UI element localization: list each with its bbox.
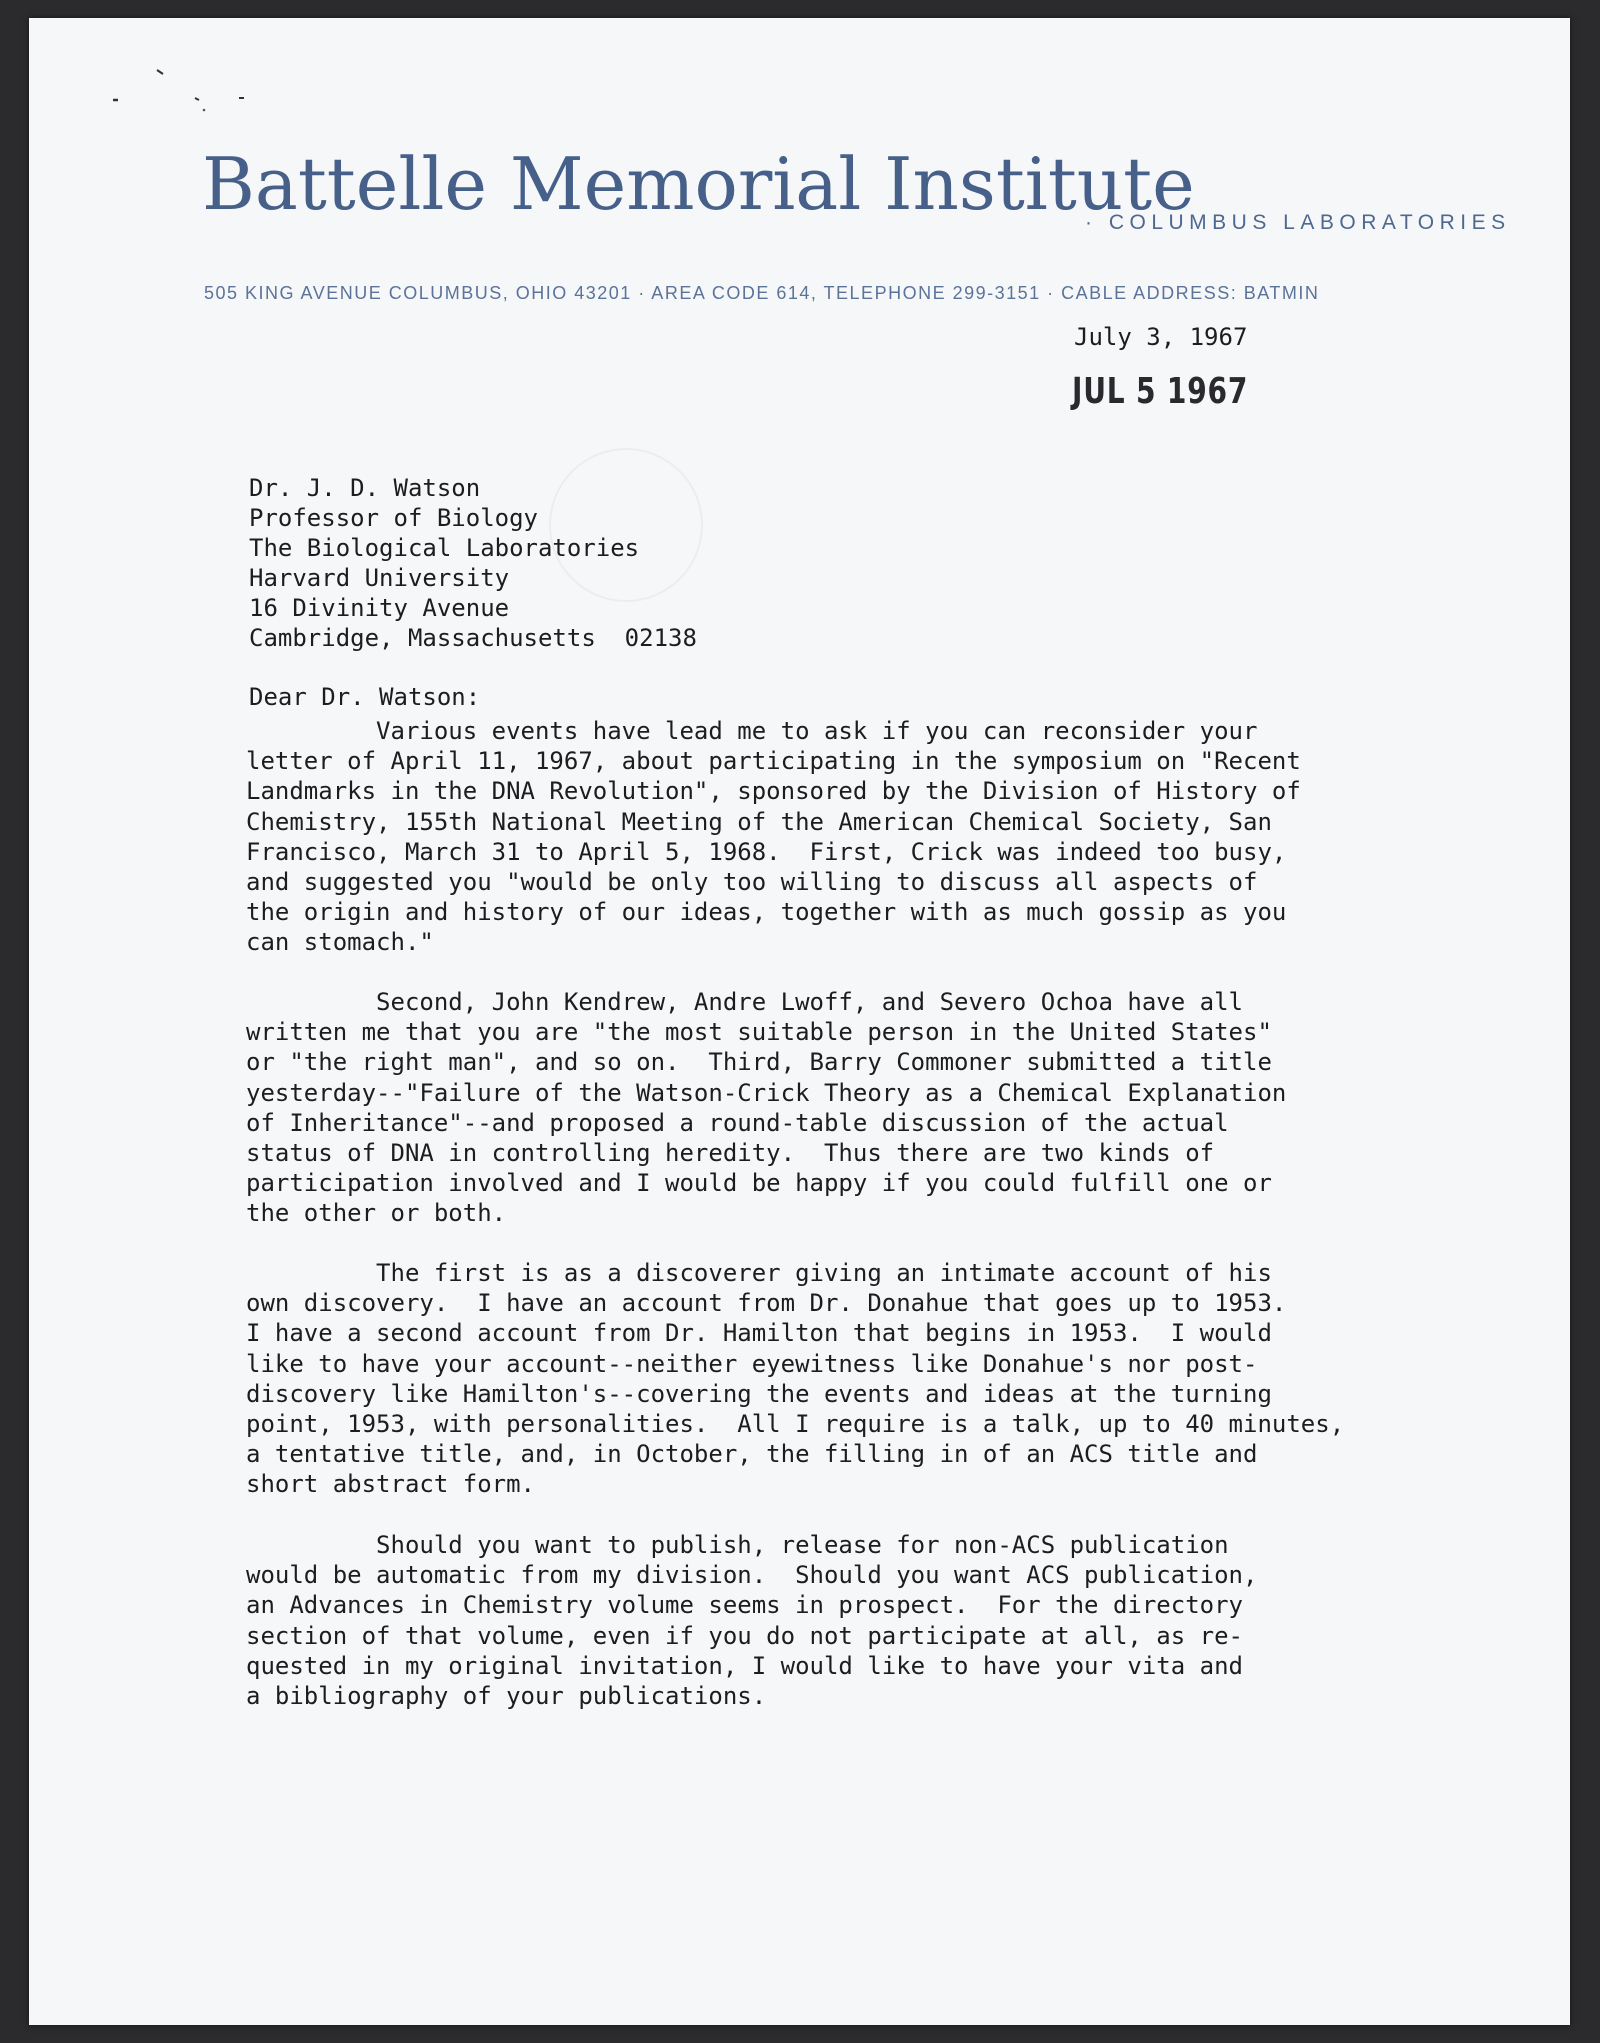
letterhead-address: 505 KING AVENUE COLUMBUS, OHIO 43201 · AREA CODE 614, TELEPHONE 299-3151 · CABLE ADDRESS: BATMIN [204,283,1320,303]
letterhead-division: · COLUMBUS LABORATORIES [1085,211,1511,234]
letter-page [29,18,1570,2025]
recipient-line: Professor of Biology [249,504,538,532]
body-paragraph-4: Should you want to publish, release for non-ACS publication would be automatic from my division. Should you want ACS publication, an Advances in Chemistry volume seems in prospect. For the directory section of that volume, even if you do not participate at all, as re- quested in my original invitation, I would like to have your vita and a bibliography of your publications. [246,1531,1258,1711]
recipient-line: Harvard University [249,564,510,592]
recipient-line: The Biological Laboratories [249,534,640,562]
recipient-line: 16 Divinity Avenue [249,594,510,622]
salutation: Dear Dr. Watson: [249,683,481,711]
recipient-address [249,473,697,653]
body-paragraph-3: The first is as a discoverer giving an intimate account of his own discovery. I have an account from Dr. Donahue that goes up to 1953. I have a second account from Dr. Hamilton that begins in 1953. I would like to have your account--neither eyewitness like Donahue's nor post- discovery like Hamilton's--covering the events and ideas at the turning point, 1953, with personalities. All I require is a talk, up to 40 minutes, a tentative title, and, in October, the filling in of an ACS title and short abstract form. [246,1259,1345,1499]
recipient-line: Cambridge, Massachusetts 02138 [249,624,697,652]
body-paragraph-1: Various events have lead me to ask if you can reconsider your letter of April 11, 1967, about participating in the symposium on "Recent Landmarks in the DNA Revolution", sponsored by the Division of History of Chemistry, 155th National Meeting of the American Chemical Society, San Francisco, March 31 to April 5, 1968. First, Crick was indeed too busy, and suggested you "would be only too willing to discuss all aspects of the origin and history of our ideas, together with as much gossip as you can stomach." [246,717,1301,957]
letterhead-name: Battelle Memorial Institute [202,142,1195,226]
letter-date: July 3, 1967 [1074,323,1248,351]
recipient-line: Dr. J. D. Watson [249,474,481,502]
body-paragraph-2: Second, John Kendrew, Andre Lwoff, and Severo Ochoa have all written me that you are "the most suitable person in the United States" or "the right man", and so on. Third, Barry Commoner submitted a title yesterday--"Failure of the Watson-Crick Theory as a Chemical Explanation of Inheritance"--and proposed a round-table discussion of the actual status of DNA in controlling heredity. Thus there are two kinds of participation involved and I would be happy if you could fulfill one or the other or both. [246,988,1287,1228]
received-stamp: JUL 5 1967 [1072,371,1249,412]
